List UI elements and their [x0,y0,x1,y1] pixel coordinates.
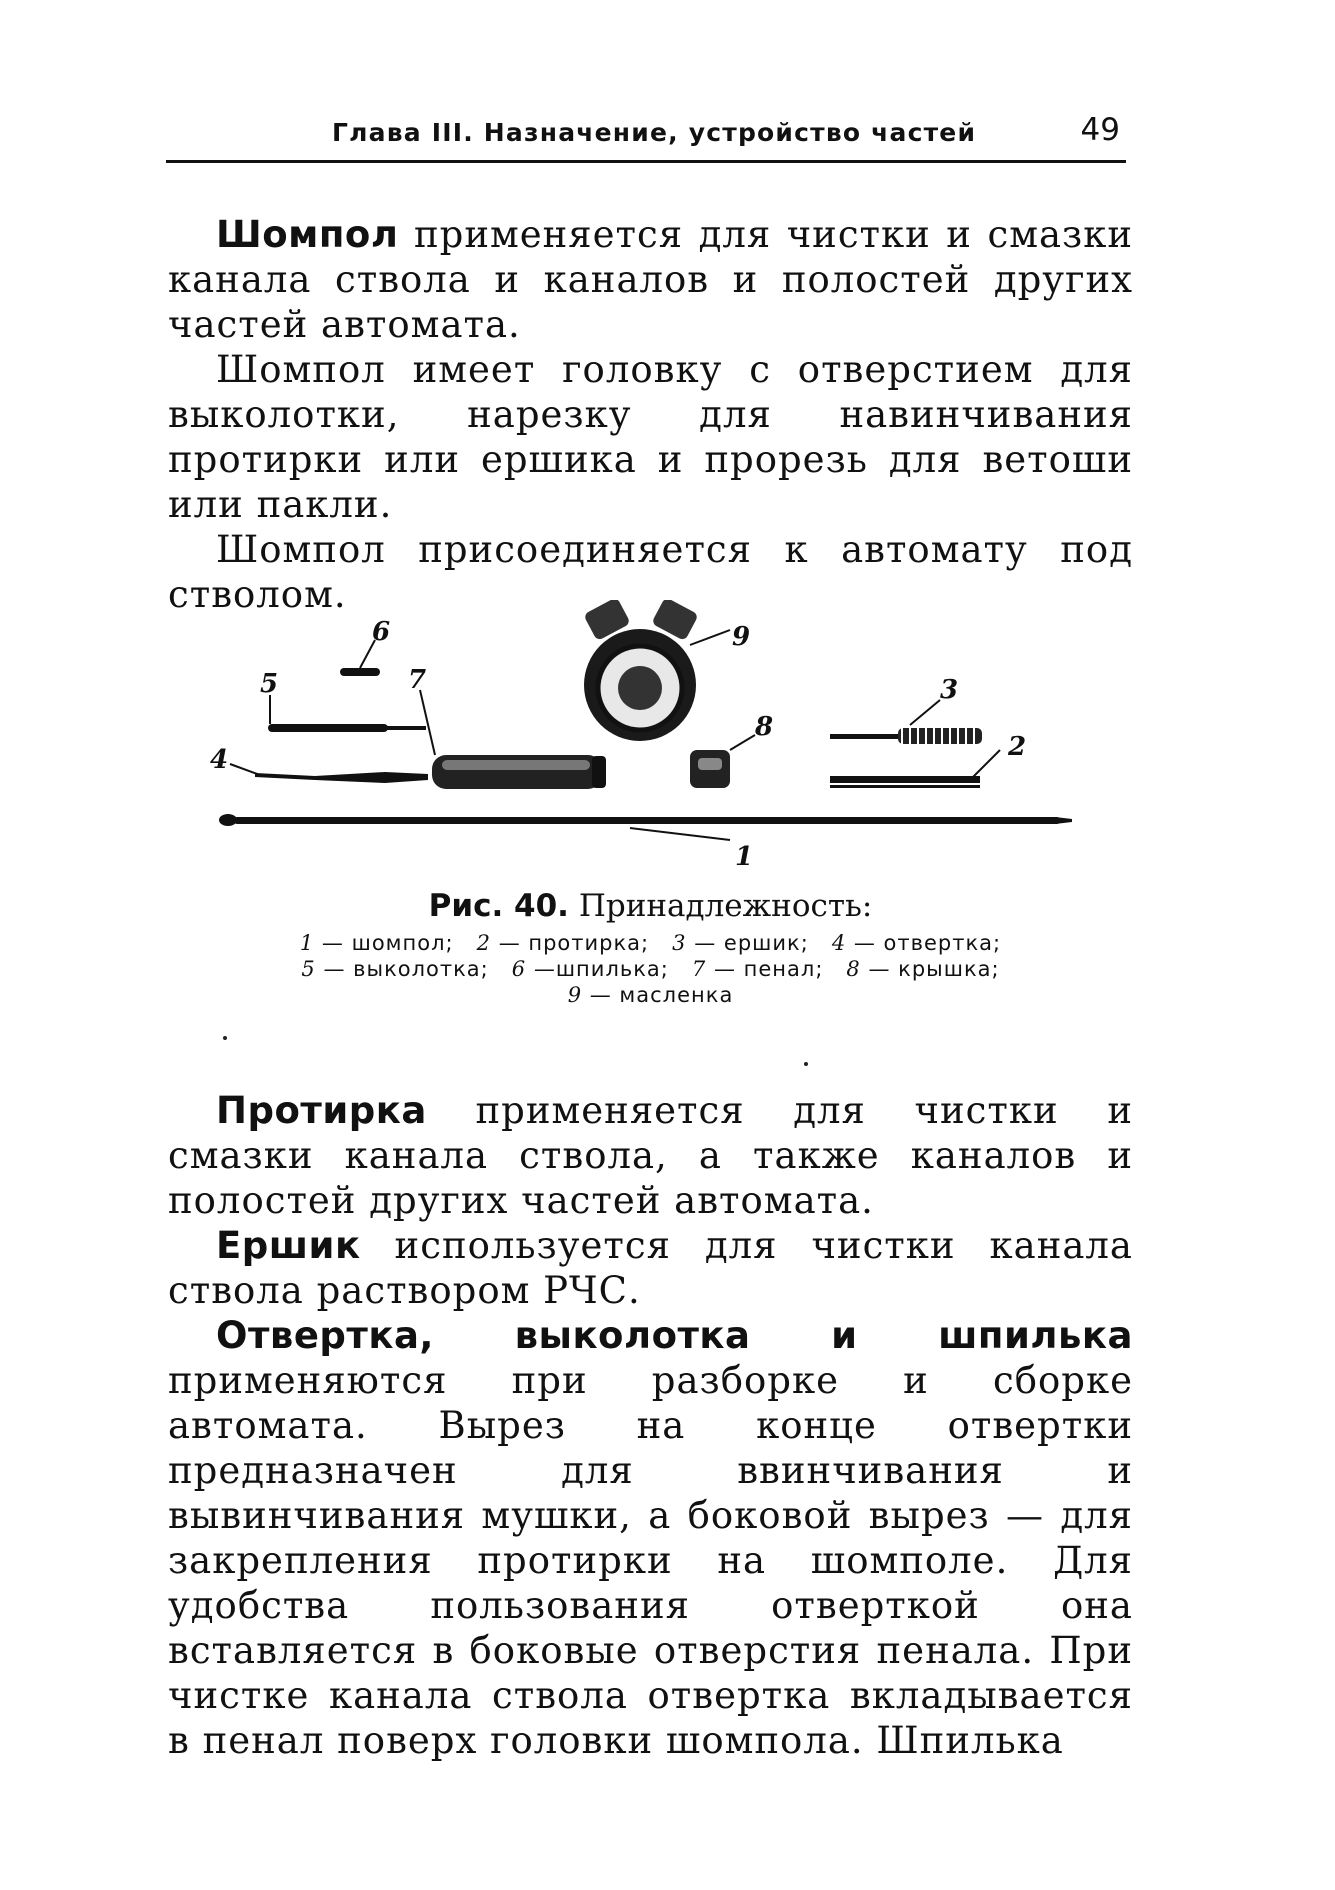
print-speck [804,1062,808,1066]
term: Шомпол [216,213,399,256]
label-5: 5 [260,669,279,699]
legend-item: 5 — выколотка; [301,957,489,981]
running-title: Глава III. Назначение, устройство частей [332,118,977,147]
label-8: 8 [755,712,774,742]
label-4: 4 [210,745,229,775]
term: Протирка [216,1089,427,1132]
paragraph: Протирка применяется для чистки и смазки канала ствола, а также каналов и полостей других частей автомата. [168,1089,1133,1222]
term: Отвертка, выколотка и шпилька [216,1314,1133,1357]
label-1: 1 [735,842,754,872]
paragraph: Шомпол применяется для чистки и смазки канала ствола и каналов и полостей других частей автомата. [168,213,1133,346]
case-drawing [432,755,606,789]
text-block-bottom [168,1088,1133,1763]
wiper-drawing [830,776,980,788]
legend-item: 9 — масленка [567,983,734,1007]
paragraph: Шомпол имеет головку с отверстием для выколотки, нарезку для навинчивания протирки или ершика и прорезь для ветоши или пакли. [168,348,1133,526]
label-2: 2 [1008,732,1027,762]
legend-item: 6 —шпилька; [511,957,669,981]
legend-item: 4 — отвертка; [831,931,1002,955]
paragraph: Отвертка, выколотка и шпилька применяются при разборке и сборке автомата. Вырез на конце отвертки предназначен для ввинчивания и вывинчивания мушки, а боковой вырез — для закрепления протирки на шомполе. Для удобства пользования отверткой она вставляется в боковые отверстия пенала. При чистке канала ствола отвертка вкладывается в пенал поверх головки шомпола. Шпилька [168,1314,1133,1762]
paragraph: Шомпол присоединяется к автомату под стволом. [168,528,1133,616]
brush-drawing [830,728,982,744]
label-6: 6 [372,617,391,647]
label-9: 9 [732,622,751,652]
legend-item: 7 — пенал; [691,957,824,981]
legend-item: 3 — ершик; [672,931,809,955]
text-block-top [168,212,1133,617]
legend-item: 1 — шомпол; [299,931,454,955]
page-header [166,112,1126,158]
header-rule [166,160,1126,163]
drift-drawing [268,724,426,732]
label-7: 7 [408,665,427,695]
label-3: 3 [940,675,959,705]
oiler-drawing [583,600,699,741]
caption-title: Рис. 40. Принадлежность: [428,888,873,924]
caption-legend [168,930,1133,1008]
page-number: 49 [1080,112,1120,148]
legend-item: 8 — крышка; [846,957,1000,981]
figure-caption [168,888,1133,1008]
legend-item: 2 — протирка; [476,931,650,955]
paragraph: Ершик используется для чистки канала ствола раствором РЧС. [168,1224,1133,1312]
pin-drawing [340,668,380,676]
term: Ершик [216,1224,361,1267]
print-speck [223,1036,227,1040]
accessories-illustration [210,600,1090,880]
cap-drawing [690,750,730,788]
screwdriver-drawing [255,772,428,783]
cleaning-rod-drawing [219,814,1072,826]
